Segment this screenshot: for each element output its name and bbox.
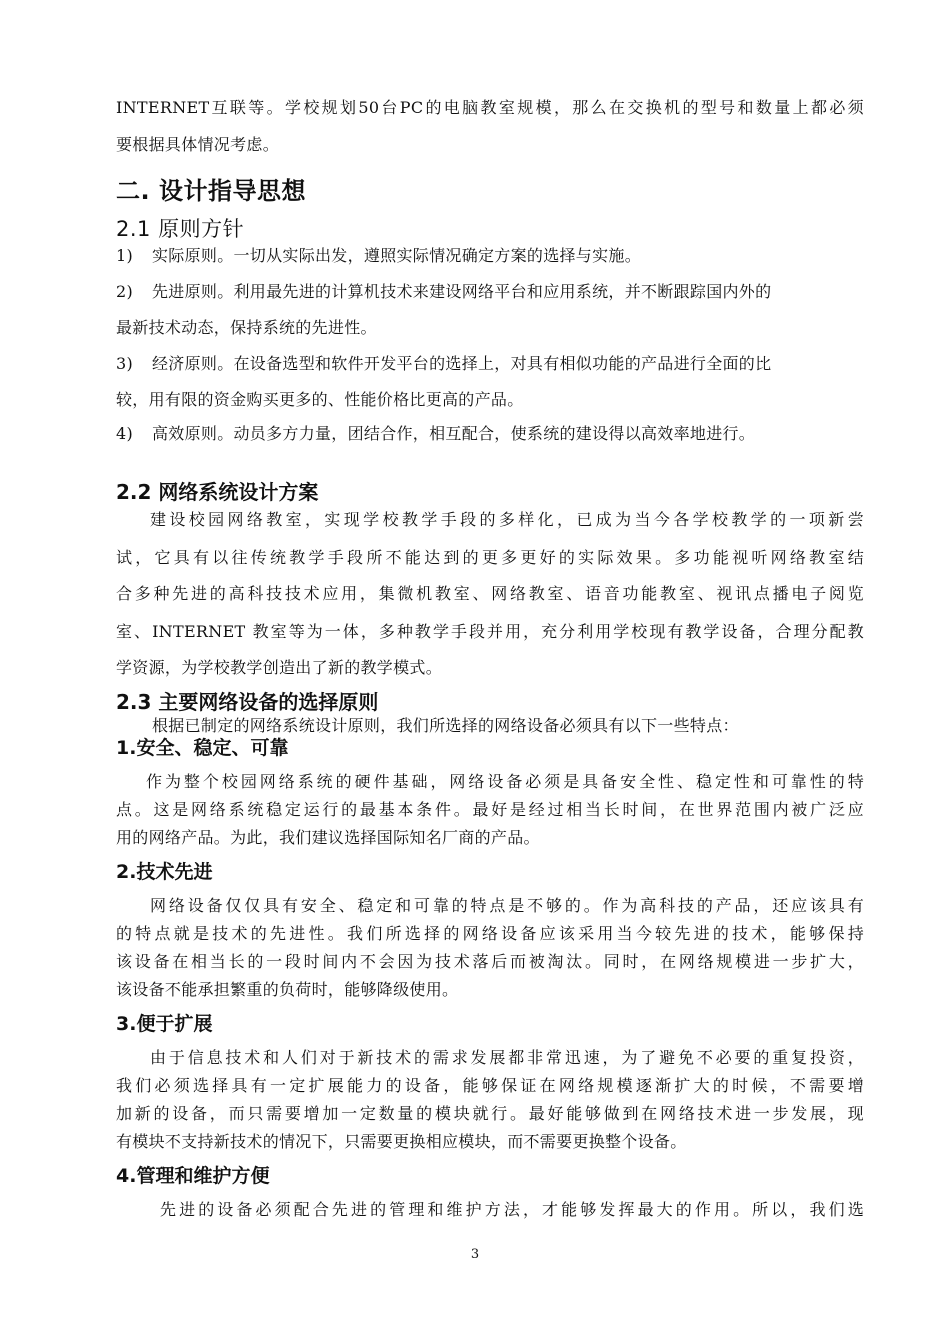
- selection-intro: 根据已制定的网络系统设计原则，我们所选择的网络设备必须具有以下一些特点：: [152, 716, 739, 735]
- section-2-heading: 二. 设计指导思想: [116, 177, 306, 205]
- page-number: 3: [470, 1247, 480, 1262]
- feature-2-line: 该设备在相当长的一段时间内不会因为技术落后而被淘汰。同时，在网络规模进一步扩大，: [116, 952, 864, 971]
- principle-item-number: 4): [116, 424, 134, 443]
- principle-item-text: 经济原则。在设备选型和软件开发平台的选择上，对具有相似功能的产品进行全面的比: [152, 354, 772, 373]
- principle-item-text: 先进原则。利用最先进的计算机技术来建设网络平台和应用系统，并不断跟踪国内外的: [152, 282, 772, 301]
- design-paragraph-line: 试，它具有以往传统教学手段所不能达到的更多更好的实际效果。多功能视听网络教室结: [116, 548, 864, 567]
- feature-2-line: 的特点就是技术的先进性。我们所选择的网络设备应该采用当今较先进的技术，能够保持: [116, 924, 864, 943]
- principle-item-number: 2): [116, 282, 134, 301]
- intro-line-2: 要根据具体情况考虑。: [116, 135, 280, 154]
- principle-item-1: [116, 246, 864, 266]
- principle-item-2-cont: 最新技术动态，保持系统的先进性。: [116, 318, 377, 337]
- feature-1-heading: 1.安全、稳定、可靠: [116, 737, 289, 759]
- section-2-2-heading: 2.2 网络系统设计方案: [116, 480, 319, 504]
- principle-item-number: 3): [116, 354, 134, 373]
- feature-1-line: 作为整个校园网络系统的硬件基础，网络设备必须是具备安全性、稳定性和可靠性的特: [146, 772, 864, 791]
- principle-item-number: 1): [116, 246, 134, 265]
- feature-4-line: 先进的设备必须配合先进的管理和维护方法，才能够发挥最大的作用。所以，我们选: [160, 1200, 864, 1219]
- design-paragraph-line: 学资源，为学校教学创造出了新的教学模式。: [116, 658, 443, 677]
- principle-item-3-cont: 较，用有限的资金购买更多的、性能价格比更高的产品。: [116, 390, 524, 409]
- feature-3-line: 加新的设备，而只需要增加一定数量的模块就行。最好能够做到在网络技术进一步发展，现: [116, 1104, 864, 1123]
- feature-3-line: 我们必须选择具有一定扩展能力的设备，能够保证在网络规模逐渐扩大的时候，不需要增: [116, 1076, 864, 1095]
- principle-item-4: [116, 424, 864, 444]
- principle-item-2: [116, 282, 864, 302]
- section-2-1-heading: 2.1 原则方针: [116, 217, 245, 241]
- feature-3-line: 有模块不支持新技术的情况下，只需要更换相应模块，而不需要更换整个设备。: [116, 1132, 687, 1151]
- principle-item-text: 实际原则。一切从实际出发，遵照实际情况确定方案的选择与实施。: [152, 246, 642, 265]
- feature-3-line: 由于信息技术和人们对于新技术的需求发展都非常迅速，为了避免不必要的重复投资，: [150, 1048, 864, 1067]
- principle-item-text: 高效原则。动员多方力量，团结合作，相互配合，使系统的建设得以高效率地进行。: [152, 424, 756, 443]
- design-paragraph-line: 合多种先进的高科技技术应用，集微机教室、网络教室、语音功能教室、视讯点播电子阅览: [116, 584, 864, 603]
- design-paragraph-line: 室、INTERNET 教室等为一体，多种教学手段并用，充分利用学校现有教学设备，合理分配教: [116, 622, 864, 641]
- feature-2-line: 该设备不能承担繁重的负荷时，能够降级使用。: [116, 980, 459, 999]
- feature-2-heading: 2.技术先进: [116, 861, 213, 883]
- feature-2-line: 网络设备仅仅具有安全、稳定和可靠的特点是不够的。作为高科技的产品，还应该具有: [150, 896, 864, 915]
- feature-4-heading: 4.管理和维护方便: [116, 1165, 270, 1187]
- feature-1-line: 点。这是网络系统稳定运行的最基本条件。最好是经过相当长时间，在世界范围内被广泛应: [116, 800, 864, 819]
- section-2-3-heading: 2.3 主要网络设备的选择原则: [116, 690, 379, 714]
- feature-1-line: 用的网络产品。为此，我们建议选择国际知名厂商的产品。: [116, 828, 540, 847]
- design-paragraph-line: 建设校园网络教室，实现学校教学手段的多样化，已成为当今各学校教学的一项新尝: [150, 510, 864, 529]
- intro-line-1: INTERNET互联等。学校规划50台PC的电脑教室规模，那么在交换机的型号和数量上都必须: [116, 98, 864, 117]
- principle-item-3: [116, 354, 864, 374]
- feature-3-heading: 3.便于扩展: [116, 1013, 213, 1035]
